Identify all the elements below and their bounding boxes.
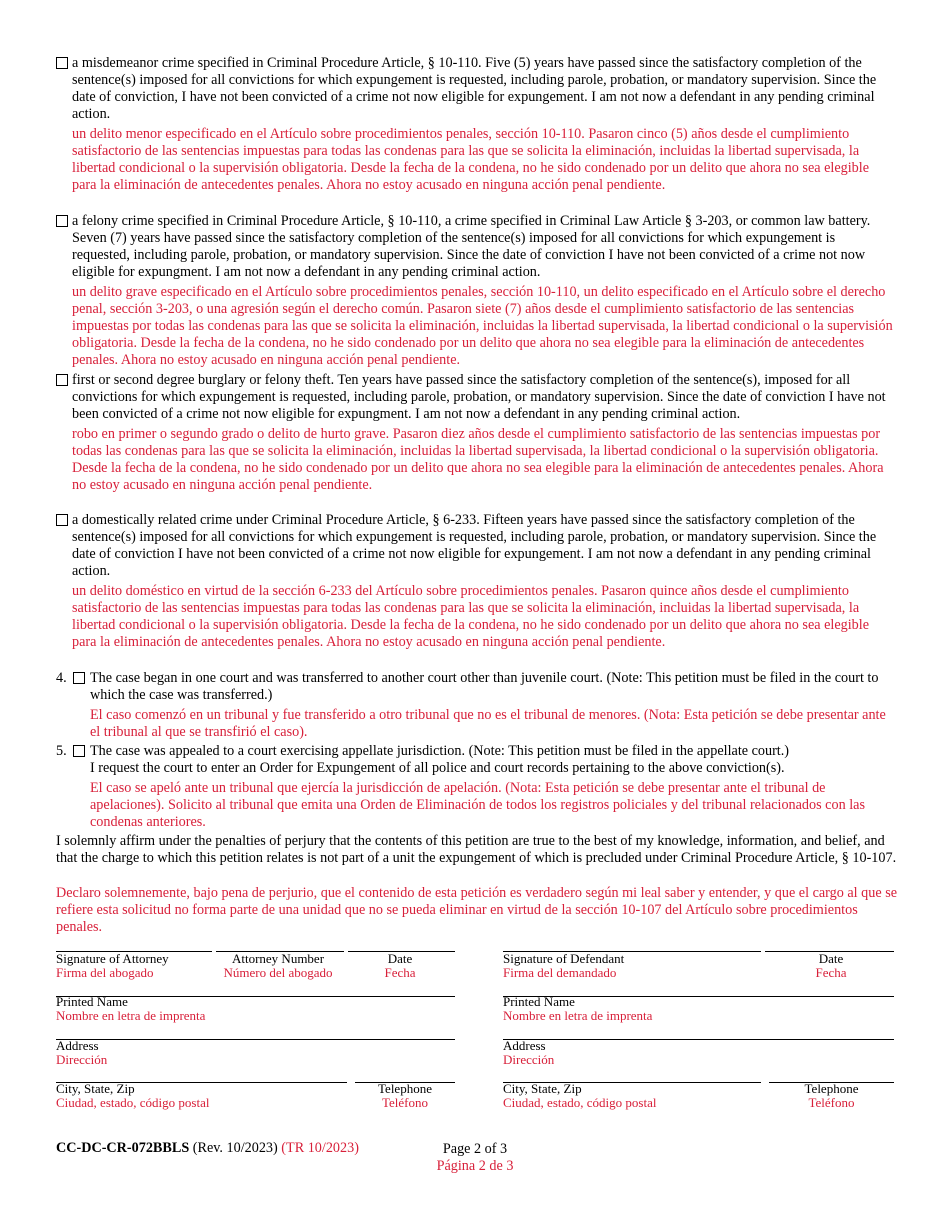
form-identifier bbox=[56, 1140, 359, 1157]
defendant-signature-label: Signature of Defendant Firma del demandado bbox=[503, 951, 625, 980]
page-number-en: Page 2 of 3 bbox=[442, 1141, 508, 1157]
expungement-option-burglary bbox=[56, 372, 896, 494]
item-number: 5. bbox=[56, 743, 67, 759]
option-text-es: un delito doméstico en virtud de la sección 6-233 del Artículo sobre procedimientos penales. Pasaron quince años desde el cumplimiento satisfactorio de las sentencias impuestas para todas las condenas para las que se solicita la eliminación, incluidas la libertad supervisada, la libertad condicional o la supervisión obligatoria. Desde la fecha de la condena, no he sido condenado por un delito que ahora no sea elegible para la eliminación de antecedentes penales. Ahora no estoy acusado en ninguna acción penal pendiente. bbox=[72, 583, 869, 650]
defendant-address-label: Address Dirección bbox=[503, 1038, 555, 1067]
option-text-en: a felony crime specified in Criminal Procedure Article, § 10-110, a crime specified in Criminal Law Article § 3-203, or common law battery. Seven (7) years have passed since the satisfactory completion of the sentence(s) imposed for all convictions for which expungement is requested, including parole, probation, or mandatory supervision. Since the date of conviction I have not been convicted of a crime not now eligible for expungment. I am not now a defendant in any pending criminal action. bbox=[72, 213, 871, 280]
page-number-es: Página 2 de 3 bbox=[436, 1158, 514, 1174]
attorney-number-label: Attorney Number Número del abogado bbox=[223, 951, 333, 980]
affirmation-en: I solemnly affirm under the penalties of perjury that the contents of this petition are true to the best of my knowledge, information, and belief, and that the charge to which this petition relates is not part of a unit the expungement of which is precluded under Criminal Procedure Article, § 10-107. bbox=[56, 833, 897, 866]
revision: (Rev. 10/2023) bbox=[192, 1140, 278, 1156]
item-text-en: The case began in one court and was transferred to another court other than juvenile court. (Note: This petition must be filed in the court to which the case was transferred.) bbox=[90, 670, 879, 703]
attorney-city-label: City, State, Zip Ciudad, estado, código postal bbox=[56, 1081, 210, 1110]
option-text-en: a domestically related crime under Criminal Procedure Article, § 6-233. Fifteen years have passed since the satisfactory completion of the sentence(s) imposed for all convictions for which expungement is requested, including parole, probation, or mandatory supervision. Since the date of conviction I have not been convicted of a crime not now eligible for expungement. I am not now a defendant in any pending criminal action. bbox=[72, 512, 877, 579]
attorney-telephone-label: Telephone Teléfono bbox=[378, 1081, 432, 1110]
item-4-transferred-case bbox=[56, 670, 896, 741]
defendant-city-label: City, State, Zip Ciudad, estado, código postal bbox=[503, 1081, 657, 1110]
defendant-date-label: Date Fecha bbox=[815, 951, 847, 980]
option-text-en: first or second degree burglary or felony theft. Ten years have passed since the satisfactory completion of the sentence(s), imposed for all convictions for which expungement is requested, including parole, probation, or mandatory supervision. Since the date of conviction I have not been convicted of a crime not now eligible for expungment. I am not now a defendant in any pending criminal action. bbox=[72, 372, 886, 422]
option-text-es: robo en primer o segundo grado o delito de hurto grave. Pasaron diez años desde el cumplimiento satisfactorio de las sentencias impuestas por todas las condenas para las que se solicita la eliminación, incluidas la libertad supervisada, la libertad condicional o la supervisión obligatoria. Desde la fecha de la condena, no he sido condenado por un delito que ahora no sea elegible para la eliminación de antecedentes penales. Ahora no estoy acusado en ninguna acción penal pendiente. bbox=[72, 426, 884, 493]
expungement-option-misdemeanor bbox=[56, 55, 896, 194]
attorney-signature-label: Signature of Attorney Firma del abogado bbox=[56, 951, 169, 980]
item-text-es: El caso comenzó en un tribunal y fue transferido a otro tribunal que no es el tribunal de menores. (Nota: Esta petición se debe presentar ante el tribunal al que se transfirió el caso). bbox=[90, 707, 886, 740]
option-text-es: un delito menor especificado en el Artículo sobre procedimientos penales, sección 10-110. Pasaron cinco (5) años desde el cumplimiento satisfactorio de las sentencias impuestas para todas las condenas para las que se solicita la eliminación, incluidas la libertad supervisada, la libertad condicional o la supervisión obligatoria. Desde la fecha de la condena, no he sido condenado por un delito que ahora no sea elegible para la eliminación de antecedentes penales. Ahora no estoy acusado en ninguna acción penal pendiente. bbox=[72, 126, 869, 193]
attorney-printed-name-label: Printed Name Nombre en letra de imprenta bbox=[56, 994, 206, 1023]
item-number: 4. bbox=[56, 670, 67, 686]
item-5-appealed-case bbox=[56, 743, 896, 831]
form-id: CC-DC-CR-072BBLS bbox=[56, 1140, 190, 1156]
affirmation-es: Declaro solemnemente, bajo pena de perjurio, que el contenido de esta petición es verdadero según mi leal saber y entender, y que el cargo al que se refiere esta solicitud no forma parte de una unidad que no se pueda eliminar en virtud de la sección 10-107 del Artículo sobre procedimientos penales. bbox=[56, 885, 898, 935]
defendant-address-line[interactable] bbox=[503, 1039, 894, 1040]
checkbox-appealed[interactable] bbox=[73, 745, 85, 757]
attorney-date-label: Date Fecha bbox=[384, 951, 416, 980]
checkbox-domestic[interactable] bbox=[56, 514, 68, 526]
page-number bbox=[405, 1141, 545, 1175]
expungement-option-domestic bbox=[56, 512, 896, 651]
attorney-address-label: Address Dirección bbox=[56, 1038, 108, 1067]
attorney-address-line[interactable] bbox=[56, 1039, 455, 1040]
translation-revision: (TR 10/2023) bbox=[281, 1140, 359, 1156]
item-text-en: The case was appealed to a court exercising appellate jurisdiction. (Note: This petition must be filed in the appellate court.) bbox=[90, 743, 790, 759]
defendant-printed-name-label: Printed Name Nombre en letra de imprenta bbox=[503, 994, 653, 1023]
defendant-telephone-label: Telephone Teléfono bbox=[804, 1081, 859, 1110]
option-text-es: un delito grave especificado en el Artículo sobre procedimientos penales, sección 10-110, un delito especificado en el Artículo sobre el derecho penal, sección 3-203, o una agresión según el derecho común. Pasaron siete (7) años desde el cumplimiento satisfactorio de las sentencias impuestas por todas las condenas para las que se solicita la eliminación, incluidas la libertad supervisada, la libertad condicional o la supervisión obligatoria. Desde la fecha de la condena, no he sido condenado por un delito que ahora no sea elegible para la eliminación de antecedentes penales. Ahora no estoy acusado en ninguna acción penal pendiente. bbox=[72, 284, 893, 368]
checkbox-transferred[interactable] bbox=[73, 672, 85, 684]
checkbox-felony[interactable] bbox=[56, 215, 68, 227]
checkbox-burglary[interactable] bbox=[56, 374, 68, 386]
option-text-en: a misdemeanor crime specified in Criminal Procedure Article, § 10-110. Five (5) years have passed since the satisfactory completion of the sentence(s) imposed for all convictions for which expungement is requested, including parole, probation, or mandatory supervision. Since the date of conviction, I have not been convicted of a crime not now eligible for expungement. I am not now a defendant in any pending criminal action. bbox=[72, 55, 877, 122]
expungement-option-felony bbox=[56, 213, 896, 369]
item-text-es: El caso se apeló ante un tribunal que ejercía la jurisdicción de apelación. (Nota: Esta petición se debe presentar ante el tribunal de apelaciones). Solicito al tribunal que emita una Orden de Eliminación de todos los registros policiales y del tribunal relacionados con las condenas anteriores. bbox=[90, 780, 865, 830]
request-text-en: I request the court to enter an Order for Expungement of all police and court records pertaining to the above conviction(s). bbox=[90, 760, 785, 776]
checkbox-misdemeanor[interactable] bbox=[56, 57, 68, 69]
